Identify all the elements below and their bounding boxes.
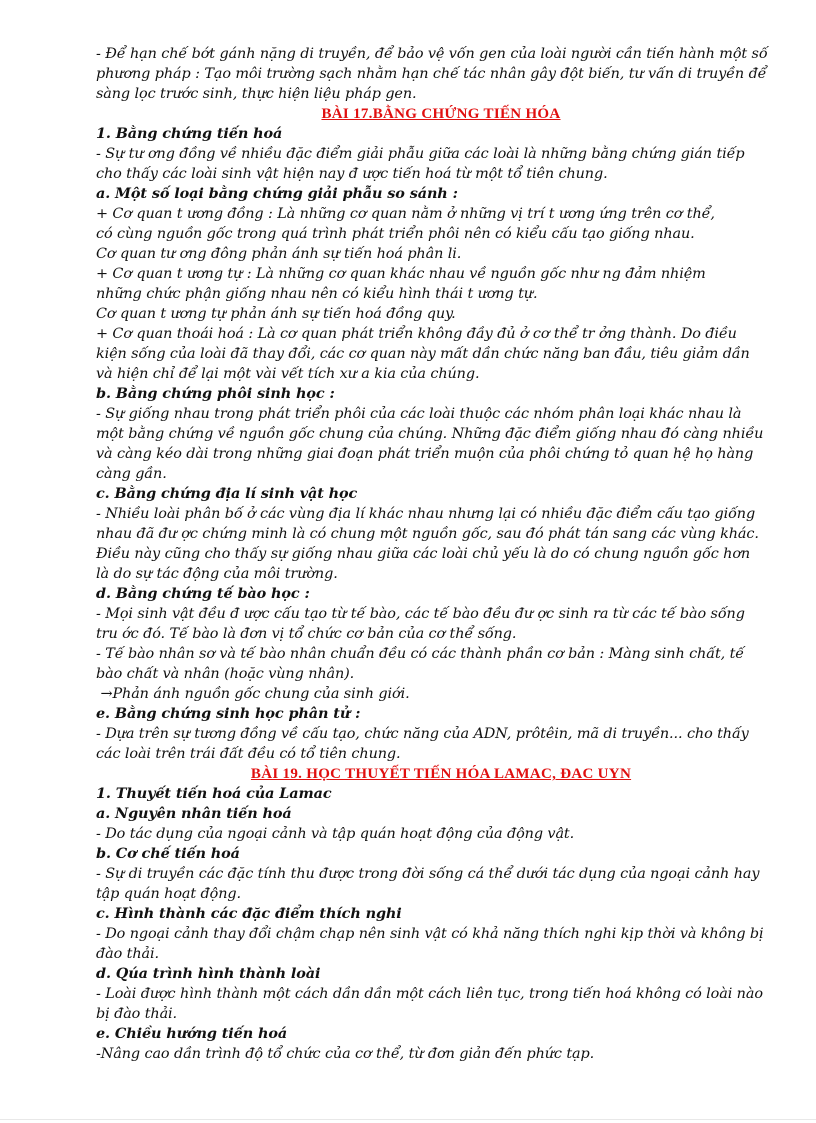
body-text-line: - Tế bào nhân sơ và tế bào nhân chuẩn đều có các thành phần cơ bản : Màng sinh chất, tế — [96, 646, 745, 662]
body-text-line: + Cơ quan t ương tự : Là những cơ quan khác nhau về nguồn gốc như ng đảm nhiệm — [96, 266, 706, 282]
body-text-line: bị đào thải. — [96, 1006, 178, 1022]
body-text-line: - Sự giống nhau trong phát triển phôi của các loài thuộc các nhóm phân loại khác nhau là — [96, 406, 742, 422]
section-heading: c. Bằng chứng địa lí sinh vật học — [96, 485, 358, 502]
body-text-line: cho thấy các loài sinh vật hiện nay đ ược tiến hoá từ một tổ tiên chung. — [96, 166, 608, 182]
section-heading: 1. Bằng chứng tiến hoá — [96, 125, 283, 142]
body-text-line: Cơ quan t ương tự phản ánh sự tiến hoá đồng quy. — [96, 306, 456, 322]
section-heading: d. Bằng chứng tế bào học : — [96, 585, 310, 602]
body-text-line: - Do tác dụng của ngoại cảnh và tập quán hoạt động của động vật. — [96, 826, 575, 842]
body-text-line: Cơ quan tư ơng đông phản ánh sự tiến hoá phân li. — [96, 246, 462, 262]
section-heading: e. Bằng chứng sinh học phân tử : — [96, 705, 361, 722]
body-text-line: - Loài được hình thành một cách dần dần một cách liên tục, trong tiến hoá không có loài nào — [96, 986, 763, 1002]
body-text-line: sàng lọc trước sinh, thực hiện liệu pháp gen. — [96, 86, 417, 102]
body-text-line: - Mọi sinh vật đều đ ược cấu tạo từ tế bào, các tế bào đều đư ợc sinh ra từ các tế bào sống — [96, 606, 745, 622]
body-text-line: tru ớc đó. Tế bào là đơn vị tổ chức cơ bản của cơ thể sống. — [96, 626, 517, 642]
body-text-line: + Cơ quan thoái hoá : Là cơ quan phát triển không đầy đủ ở cơ thể tr ởng thành. Do điều — [96, 326, 737, 342]
body-text-line: là do sự tác động của môi trường. — [96, 566, 338, 582]
section-heading: b. Bằng chứng phôi sinh học : — [96, 385, 335, 402]
page-bottom-divider — [0, 1119, 816, 1120]
body-text-line: kiện sống của loài đã thay đổi, các cơ quan này mất dần chức năng ban đầu, tiêu giảm dần — [96, 346, 750, 362]
body-text-line: tập quán hoạt động. — [96, 886, 241, 902]
body-text-line: bào chất và nhân (hoặc vùng nhân). — [96, 666, 355, 682]
body-text-line: đào thải. — [96, 946, 159, 962]
lesson-title: BÀI 19. HỌC THUYẾT TIẾN HÓA LAMAC, ĐAC UYN — [250, 766, 632, 782]
body-text-line: - Do ngoại cảnh thay đổi chậm chạp nên sinh vật có khả năng thích nghi kịp thời và không bị — [96, 926, 764, 942]
body-text-line: càng gần. — [96, 466, 167, 482]
section-heading: d. Qúa trình hình thành loài — [96, 965, 321, 982]
body-text-line: và càng kéo dài trong những giai đoạn phát triển muộn của phôi chứng tỏ quan hệ họ hàng — [96, 446, 754, 462]
body-text-line: - Để hạn chế bớt gánh nặng di truyền, để bảo vệ vốn gen của loài người cần tiến hành một số — [96, 46, 768, 62]
body-text-line: một bằng chứng về nguồn gốc chung của chúng. Những đặc điểm giống nhau đó càng nhiều — [96, 426, 764, 442]
lesson-title: BÀI 17.BẰNG CHỨNG TIẾN HÓA — [321, 106, 561, 122]
conclusion-line — [96, 684, 786, 704]
body-text-line: + Cơ quan t ương đồng : Là những cơ quan nằm ở những vị trí t ương ứng trên cơ thể, — [96, 206, 715, 222]
body-text-line: nhau đã đư ợc chứng minh là có chung một nguồn gốc, sau đó phát tán sang các vùng khác. — [96, 526, 759, 542]
section-heading: b. Cơ chế tiến hoá — [96, 845, 240, 862]
section-heading: e. Chiều hướng tiến hoá — [96, 1025, 288, 1042]
body-text-line: phương pháp : Tạo môi trường sạch nhằm hạn chế tác nhân gây đột biến, tư vấn di truyền để — [96, 66, 767, 82]
document-page — [96, 44, 786, 1064]
body-text-line: và hiện chỉ để lại một vài vết tích xư a kia của chúng. — [96, 366, 480, 382]
body-text-line: - Nhiều loài phân bố ở các vùng địa lí khác nhau nhưng lại có nhiều đặc điểm cấu tạo giống — [96, 506, 756, 522]
body-text-line: - Dựa trên sự tương đồng về cấu tạo, chức năng của ADN, prôtêin, mã di truyền... cho thấy — [96, 726, 749, 742]
body-text-line: các loài trên trái đất đều có tổ tiên chung. — [96, 746, 401, 762]
body-text-line: -Nâng cao dần trình độ tổ chức của cơ thể, từ đơn giản đến phức tạp. — [96, 1046, 595, 1062]
section-heading: a. Nguyên nhân tiến hoá — [96, 805, 292, 822]
body-text-line: - Sự di truyền các đặc tính thu được trong đời sống cá thể dưới tác dụng của ngoại cảnh hay — [96, 866, 760, 882]
body-text-line: có cùng nguồn gốc trong quá trình phát triển phôi nên có kiểu cấu tạo giống nhau. — [96, 226, 695, 242]
body-text-line: những chức phận giống nhau nên có kiểu hình thái t ương tự. — [96, 286, 538, 302]
conclusion-text: Phản ánh nguồn gốc chung của sinh giới. — [112, 686, 410, 702]
body-text-line: Điều này cũng cho thấy sự giống nhau giữa các loài chủ yếu là do có chung nguồn gốc hơn — [96, 546, 751, 562]
right-arrow-icon: → — [100, 686, 113, 702]
section-heading: 1. Thuyết tiến hoá của Lamac — [96, 785, 332, 802]
section-heading: c. Hình thành các đặc điểm thích nghi — [96, 905, 402, 922]
body-text-line: - Sự tư ơng đồng về nhiều đặc điểm giải phẫu giữa các loài là những bằng chứng gián tiếp — [96, 146, 745, 162]
section-heading: a. Một số loại bằng chứng giải phẫu so sánh : — [96, 185, 458, 202]
